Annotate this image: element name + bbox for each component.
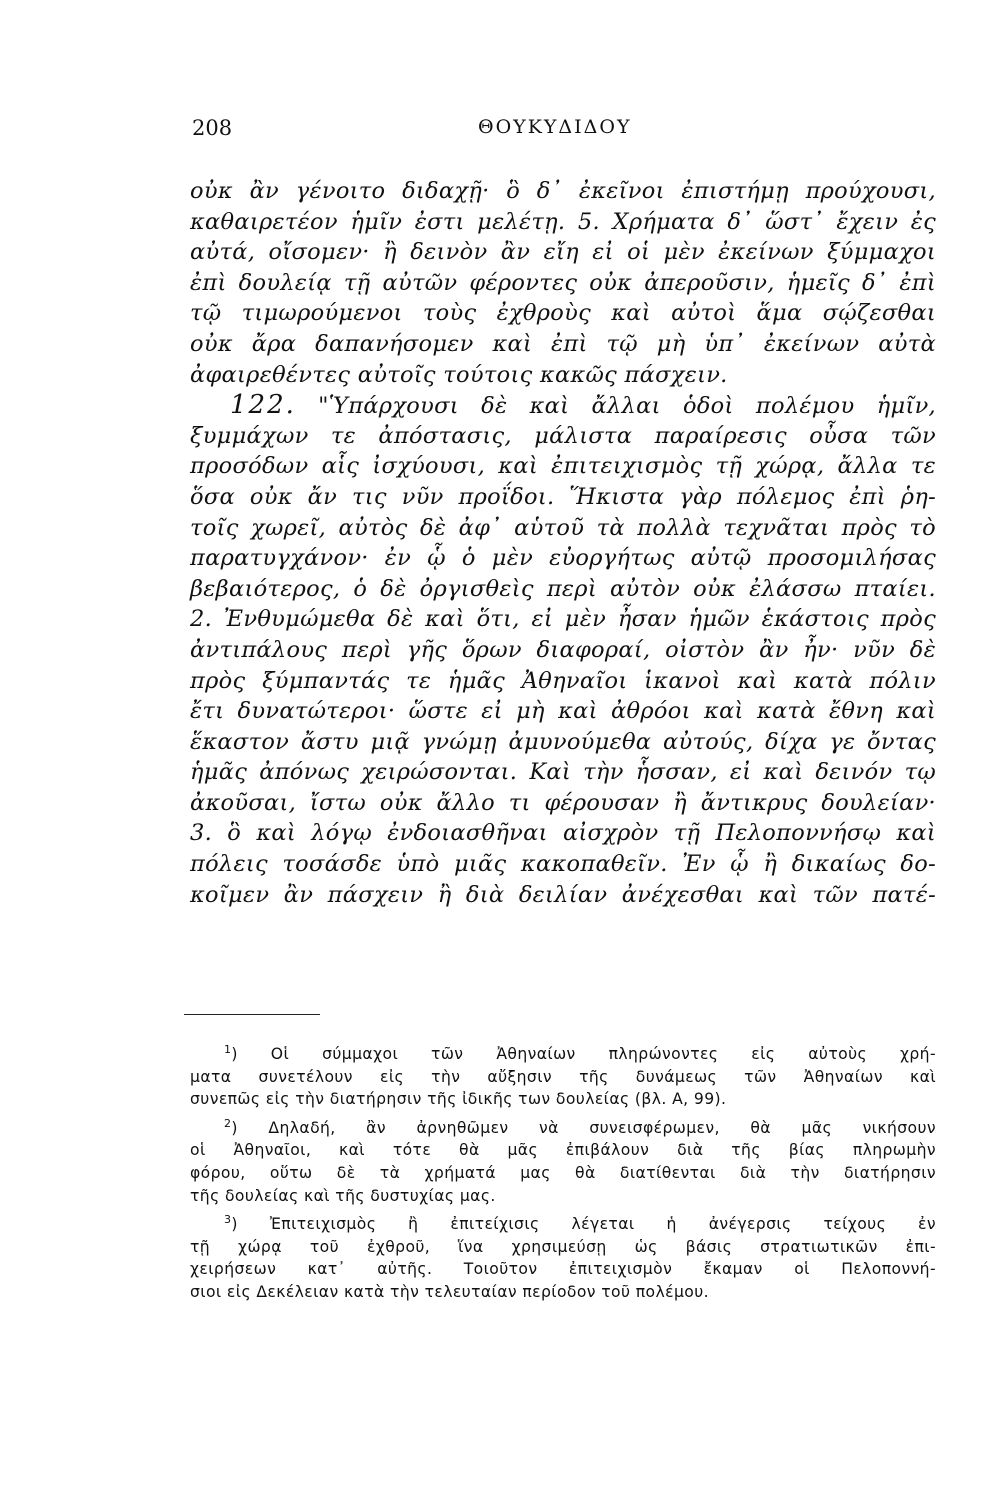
running-title: ΘΟΥΚΥΔΙΔΟΥ — [478, 116, 632, 138]
footnote-line — [190, 1117, 936, 1140]
footnote-text: ) Δηλαδή, ἂν ἀρνηθῶμεν νὰ συνεισφέρωμεν, θὰ μᾶς νικήσουν — [231, 1118, 936, 1137]
text-line: αὐτά, οἴσομεν· ἢ δεινὸν ἂν εἴη εἰ οἱ μὲν ἐκείνων ξύμμαχοι — [190, 239, 936, 266]
text-line: ἐπὶ δουλείᾳ τῇ αὐτῶν φέροντες οὐκ ἀπεροῦσιν, ἡμεῖς δ᾽ ἐπὶ — [190, 269, 936, 296]
text-line: ξυμμάχων τε ἀπόστασις, μάλιστα παραίρεσις οὖσα τῶν — [190, 422, 936, 449]
footnote-line — [190, 1213, 936, 1236]
footnote-line: ματα συνετέλουν εἰς τὴν αὔξησιν τῆς δυνάμεως τῶν Ἀθηναίων καὶ — [190, 1067, 936, 1086]
footnote-line: σιοι εἰς Δεκέλειαν κατὰ τὴν τελευταίαν περίοδον τοῦ πολέμου. — [190, 1282, 709, 1301]
chapter-number: 122. — [230, 390, 296, 421]
footnote-line: οἱ Ἀθηναῖοι, καὶ τότε θὰ μᾶς ἐπιβάλουν διὰ τῆς βίας πληρωμὴν — [190, 1141, 936, 1160]
footnote-separator — [184, 1014, 320, 1015]
footnotes — [190, 1043, 936, 1310]
footnote-line: τῇ χώρᾳ τοῦ ἐχθροῦ, ἵνα χρησιμεύσῃ ὡς βάσις στρατιωτικῶν ἐπι- — [190, 1237, 936, 1256]
text-line: 3. ὃ καὶ λόγῳ ἐνδοιασθῆναι αἰσχρὸν τῇ Πελοποννήσῳ καὶ — [190, 820, 936, 847]
text-line: κοῖμεν ἂν πάσχειν ἢ διὰ δειλίαν ἀνέχεσθαι καὶ τῶν πατέ- — [190, 881, 936, 908]
footnote-1 — [190, 1043, 936, 1111]
footnote-line: χειρήσεων κατ᾽ αὐτῆς. Τοιοῦτον ἐπιτειχισμὸν ἔκαμαν οἱ Πελοποννή- — [190, 1260, 936, 1279]
text-line: ἀκοῦσαι, ἴστω οὐκ ἄλλο τι φέρουσαν ἢ ἄντικρυς δουλείαν· — [190, 789, 936, 816]
footnote-line — [190, 1043, 936, 1066]
footnote-marker: 3 — [224, 1212, 232, 1226]
footnote-marker: 1 — [224, 1042, 232, 1056]
text-line: παρατυγχάνον· ἐν ᾧ ὁ μὲν εὐοργήτως αὐτῷ προσομιλήσας — [190, 545, 936, 572]
chapter-first-line-text: "Ὑπάρχουσι δὲ καὶ ἄλλαι ὁδοὶ πολέμου ἡμῖν, — [318, 393, 936, 420]
text-line: βεβαιότερος, ὁ δὲ ὀργισθεὶς περὶ αὐτὸν οὐκ ἐλάσσω πταίει. — [190, 575, 936, 602]
text-line: οὐκ ἂν γένοιτο διδαχῇ· ὃ δ᾽ ἐκεῖνοι ἐπιστήμῃ προύχουσι, — [190, 178, 936, 204]
page-number: 208 — [192, 116, 233, 140]
text-line: πρὸς ξύμπαντάς τε ἡμᾶς Ἀθηναῖοι ἱκανοὶ καὶ κατὰ πόλιν — [190, 667, 936, 694]
footnote-line: συνεπῶς εἰς τὴν διατήρησιν τῆς ἰδικῆς των δουλείας (βλ. Α, 99). — [190, 1090, 727, 1109]
text-line: ἀντιπάλους περὶ γῆς ὅρων διαφοραί, οἰστὸν ἂν ἦν· νῦν δὲ — [190, 636, 936, 663]
text-line: τοῖς χωρεῖ, αὐτὸς δὲ ἀφ᾽ αὑτοῦ τὰ πολλὰ τεχνᾶται πρὸς τὸ — [190, 514, 936, 541]
text-line: ὅσα οὐκ ἄν τις νῦν προΐδοι. Ἥκιστα γὰρ πόλεμος ἐπὶ ῥη- — [190, 483, 936, 510]
footnote-text: ) Οἱ σύμμαχοι τῶν Ἀθηναίων πληρώνοντες εἰς αὐτοὺς χρή- — [231, 1045, 936, 1063]
running-head — [192, 116, 932, 146]
chapter-start-line — [190, 390, 936, 421]
text-line: ἀφαιρεθέντες αὐτοῖς τούτοις κακῶς πάσχειν. — [190, 361, 728, 388]
text-line: 2. Ἐνθυμώμεθα δὲ καὶ ὅτι, εἰ μὲν ἦσαν ἡμῶν ἑκάστοις πρὸς — [190, 606, 936, 633]
text-line: πόλεις τοσάσδε ὑπὸ μιᾶς κακοπαθεῖν. Ἐν ᾧ ἢ δικαίως δο- — [190, 851, 936, 878]
footnote-2 — [190, 1117, 936, 1207]
footnote-marker: 2 — [224, 1116, 232, 1130]
footnote-line: τῆς δουλείας καὶ τῆς δυστυχίας μας. — [190, 1186, 496, 1205]
text-line: προσόδων αἷς ἰσχύουσι, καὶ ἐπιτειχισμὸς τῇ χώρᾳ, ἄλλα τε — [190, 453, 936, 480]
text-line: ἡμᾶς ἀπόνως χειρώσονται. Καὶ τὴν ἧσσαν, εἰ καὶ δεινόν τῳ — [190, 759, 936, 786]
text-line: ἕκαστον ἄστυ μιᾷ γνώμῃ ἀμυνούμεθα αὐτούς, δίχα γε ὄντας — [190, 728, 936, 755]
footnote-line: φόρου, οὕτω δὲ τὰ χρήματά μας θὰ διατίθενται διὰ τὴν διατήρησιν — [190, 1163, 936, 1182]
footnote-text: ) Ἐπιτειχισμὸς ἢ ἐπιτείχισις λέγεται ἡ ἀνέγερσις τείχους ἐν — [231, 1215, 936, 1234]
text-line: οὐκ ἄρα δαπανήσομεν καὶ ἐπὶ τῷ μὴ ὑπ᾽ ἐκείνων αὐτὰ — [190, 330, 936, 357]
text-line: ἔτι δυνατώτεροι· ὥστε εἰ μὴ καὶ ἀθρόοι καὶ κατὰ ἔθνη καὶ — [190, 698, 936, 725]
text-line: καθαιρετέον ἡμῖν ἐστι μελέτῃ. 5. Χρήματα δ᾽ ὥστ᾽ ἔχειν ἐς — [190, 208, 936, 235]
footnote-3 — [190, 1213, 936, 1303]
main-text — [190, 176, 936, 910]
text-line: τῷ τιμωρούμενοι τοὺς ἐχθροὺς καὶ αὐτοὶ ἅμα σῴζεσθαι — [190, 300, 936, 327]
